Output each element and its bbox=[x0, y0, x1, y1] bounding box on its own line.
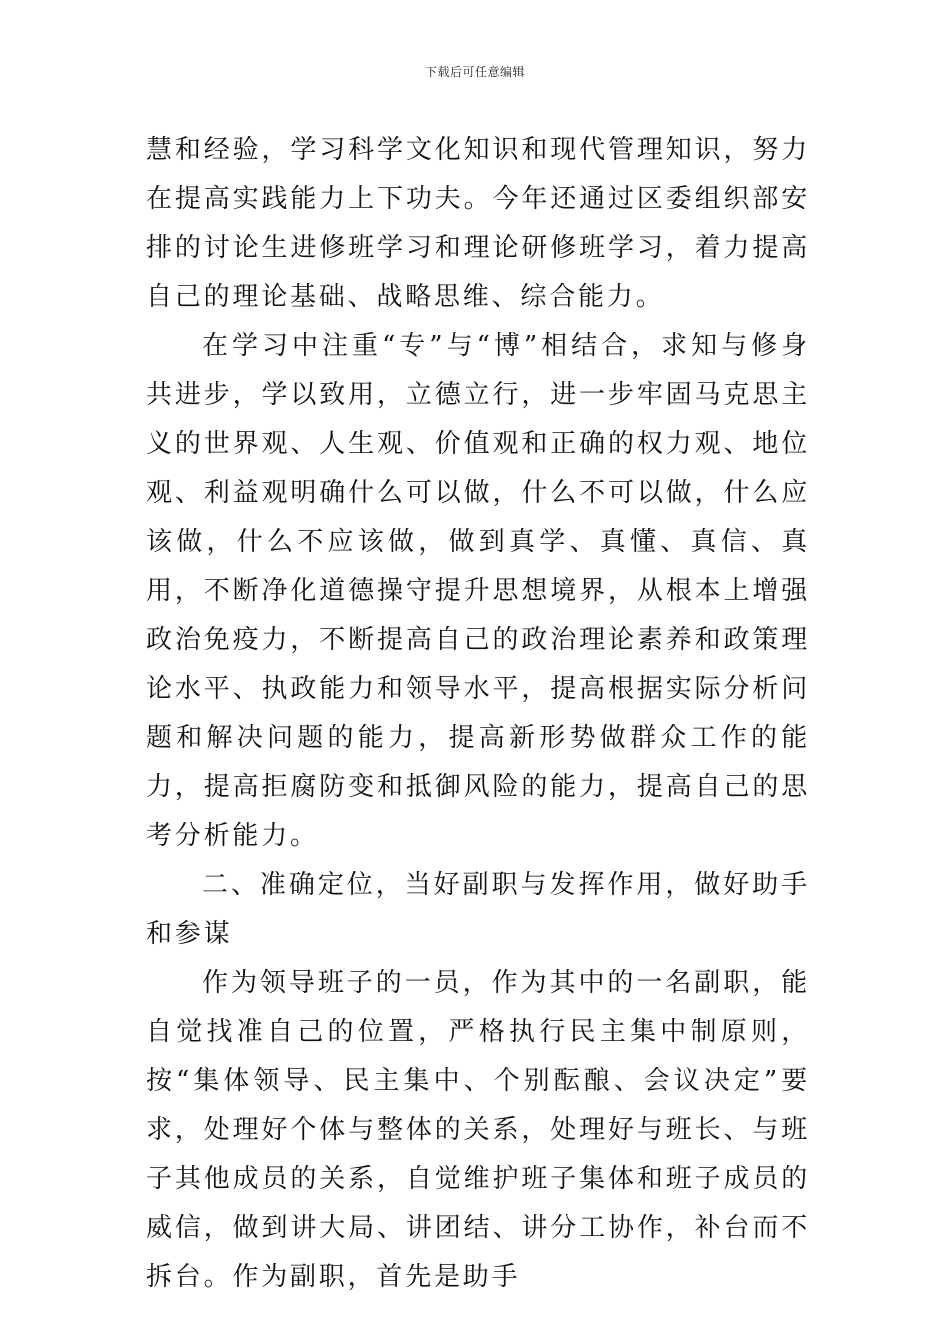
document-body bbox=[146, 126, 810, 1302]
paragraph-1: 慧和经验，学习科学文化知识和现代管理知识，努力在提高实践能力上下功夫。今年还通过区委组织部安排的讨论生进修班学习和理论研修班学习，着力提高自己的理论基础、战略思维、综合能力。 bbox=[146, 135, 810, 312]
page-header-note: 下载后可任意编辑 bbox=[424, 65, 525, 79]
paragraph-2: 在学习中注重“专”与“博”相结合，求知与修身共进步，学以致用，立德立行，进一步牢固马克思主义的世界观、人生观、价值观和正确的权力观、地位观、利益观明确什么可以做，什么不可以做，什么应该做，什么不应该做，做到真学、真懂、真信、真用，不断净化道德操守提升思想境界，从根本上增强政治免疫力，不断提高自己的政治理论素养和政策理论水平、执政能力和领导水平，提高根据实际分析问题和解决问题的能力，提高新形势做群众工作的能力，提高拒腐防变和抵御风险的能力，提高自己的思考分析能力。 bbox=[146, 331, 810, 851]
paragraph-3: 作为领导班子的一员，作为其中的一名副职，能自觉找准自己的位置，严格执行民主集中制原则，按“集体领导、民主集中、个别酝酿、会议决定”要求，处理好个体与整体的关系，处理好与班长、与班子其他成员的关系，自觉维护班子集体和班子成员的威信，做到讲大局、讲团结、讲分工协作，补台而不拆台。作为副职，首先是助手 bbox=[146, 968, 810, 1292]
section-heading-2: 二、准确定位，当好副职与发挥作用，做好助手和参谋 bbox=[146, 870, 810, 949]
